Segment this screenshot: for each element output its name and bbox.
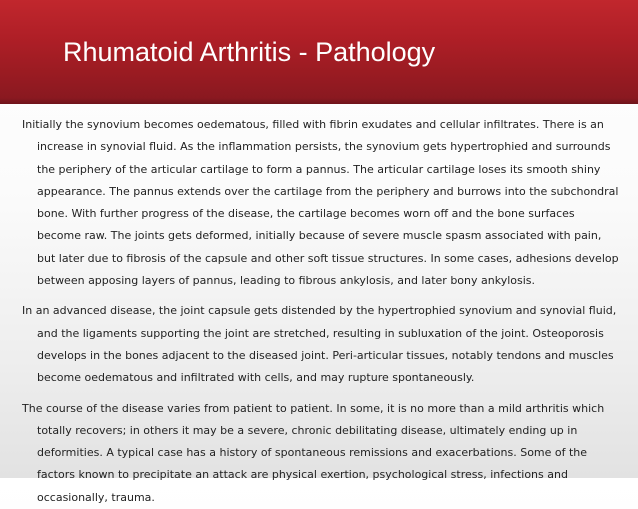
slide-body: [22, 114, 622, 509]
title-bar: [0, 0, 638, 104]
slide-title: Rhumatoid Arthritis - Pathology: [63, 37, 436, 67]
paragraph-synovium-changes: Initially the synovium becomes oedematous, filled with fibrin exudates and cellular infiltrates. There is an increase in synovial fluid. As the inflammation persists, the synovium gets hypertrophied and surrounds the periphery of the articular cartilage to form a pannus. The articular cartilage loses its smooth shiny appearance. The pannus extends over the cartilage from the periphery and burrows into the subchondral bone. With further progress of the disease, the cartilage becomes worn off and the bone surfaces become raw. The joints gets deformed, initially because of severe muscle spasm associated with pain, but later due to fibrosis of the capsule and other soft tissue structures. In some cases, adhesions develop between apposing layers of pannus, leading to fibrous ankylosis, and later bony ankylosis.: [22, 118, 619, 288]
paragraph-advanced-disease: In an advanced disease, the joint capsule gets distended by the hypertrophied synovium and synovial fluid, and the ligaments supporting the joint are stretched, resulting in subluxation of the joint. Osteoporosis develops in the bones adjacent to the diseased joint. Peri-articular tissues, notably tendons and muscles become oedematous and infiltrated with cells, and may rupture spontaneously.: [22, 304, 617, 385]
paragraph-disease-course: The course of the disease varies from patient to patient. In some, it is no more than a mild arthritis which totally recovers; in others it may be a severe, chronic debilitating disease, ultimately ending up in deformities. A typical case has a history of spontaneous remissions and exacerbations. Some of the factors known to precipitate an attack are physical exertion, psychological stress, infections and occasionally, trauma.: [22, 401, 605, 504]
